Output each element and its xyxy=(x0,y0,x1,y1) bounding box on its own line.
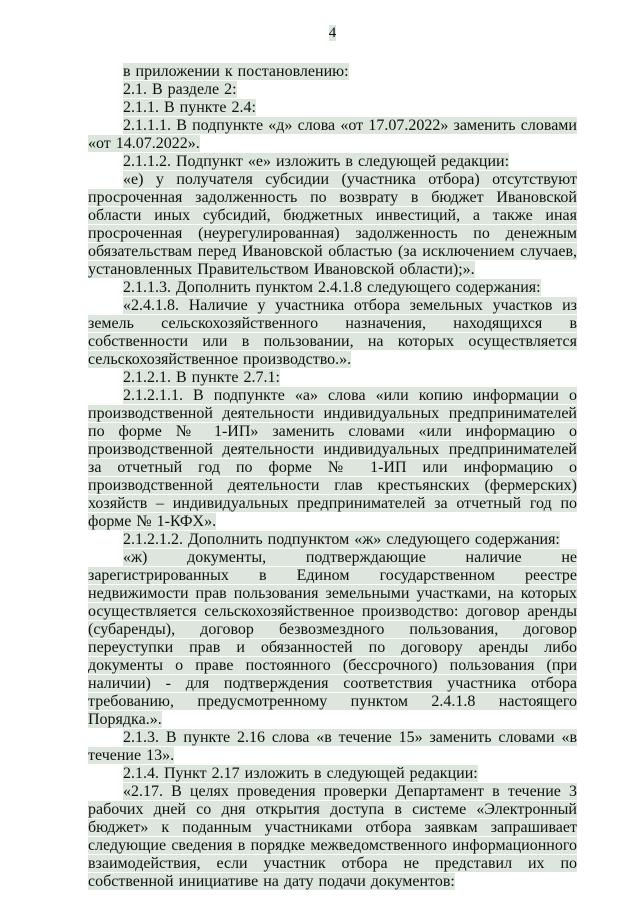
paragraph xyxy=(88,63,577,81)
paragraph-text: 2.1.1. В пункте 2.4: xyxy=(123,99,256,116)
paragraph-text: «2.4.1.8. Наличие у участника отбора земельных участков из земель сельскохозяйственного назначения, находящихся в собственности или в пользовании, на которых осуществляется сельскохозяйственное производство.». xyxy=(88,297,577,368)
paragraph-text: 2.1.1.1. В подпункте «д» слова «от 17.07.2022» заменить словами «от 14.07.2022». xyxy=(88,117,577,152)
paragraph-text: 2.1.2.1.1. В подпункте «а» слова «или копию информации о производственной деятельности индивидуальных предпринимателей по форме № 1-ИП» заменить словами «или информацию о производственной деятельности индивидуальных предпринимателей за отчетный год по форме № 1-ИП или информацию о производственной деятельности глав крестьянских (фермерских) хозяйств – индивидуальных предпринимателей за отчетный год по форме № 1-КФХ». xyxy=(88,387,577,530)
page-number-text: 4 xyxy=(328,25,337,41)
paragraph xyxy=(88,171,577,279)
paragraph-text: 2.1.4. Пункт 2.17 изложить в следующей редакции: xyxy=(123,765,478,782)
paragraph-text: «е) у получателя субсидии (участника отбора) отсутствуют просроченная задолженность по возврату в бюджет Ивановской области иных субсидий, бюджетных инвестиций, а также иная просроченная (неурегулированная) задолженность по денежным обязательствам перед Ивановской областью (за исключением случаев, установленных Правительством Ивановской области);». xyxy=(88,171,577,278)
paragraph xyxy=(88,369,577,387)
paragraph xyxy=(88,279,577,297)
paragraph-text: «2.17. В целях проведения проверки Департамент в течение 3 рабочих дней со дня открытия доступа в системе «Электронный бюджет» к поданным участниками отбора заявкам запрашивает следующие сведения в порядке межведомственного информационного взаимодействия, если участник отбора не представил их по собственной инициативе на дату подачи документов: xyxy=(88,783,577,890)
paragraph-text: 2.1. В разделе 2: xyxy=(123,81,237,98)
paragraph xyxy=(88,99,577,117)
paragraph xyxy=(88,783,577,891)
paragraph xyxy=(88,153,577,171)
document-body xyxy=(88,63,577,891)
paragraph-text: 2.1.3. В пункте 2.16 слова «в течение 15» заменить словами «в течение 13». xyxy=(88,729,577,764)
paragraph-text: 2.1.1.2. Подпункт «е» изложить в следующей редакции: xyxy=(123,153,510,170)
paragraph-text: 2.1.2.1.2. Дополнить подпунктом «ж» следующего содержания: xyxy=(123,531,560,548)
paragraph xyxy=(88,729,577,765)
paragraph xyxy=(88,765,577,783)
paragraph xyxy=(88,531,577,549)
paragraph-text: «ж) документы, подтверждающие наличие не зарегистрированных в Едином государственном реестре недвижимости прав пользования земельными участками, на которых осуществляется сельскохозяйственное производство: договор аренды (субаренды), договор безвозмездного пользования, договор переуступки прав и обязанностей по договору аренды либо документы о праве постоянного (бессрочного) пользования (при наличии) - для подтверждения соответствия участника отбора требованию, предусмотренному пунктом 2.4.1.8 настоящего Порядка.». xyxy=(88,549,577,728)
paragraph xyxy=(88,297,577,369)
page-number xyxy=(88,24,577,42)
paragraph xyxy=(88,81,577,99)
paragraph-text: в приложении к постановлению: xyxy=(123,63,349,80)
paragraph xyxy=(88,117,577,153)
paragraph xyxy=(88,387,577,531)
paragraph-text: 2.1.1.3. Дополнить пунктом 2.4.1.8 следующего содержания: xyxy=(123,279,541,296)
paragraph-text: 2.1.2.1. В пункте 2.7.1: xyxy=(123,369,280,386)
paragraph xyxy=(88,549,577,729)
